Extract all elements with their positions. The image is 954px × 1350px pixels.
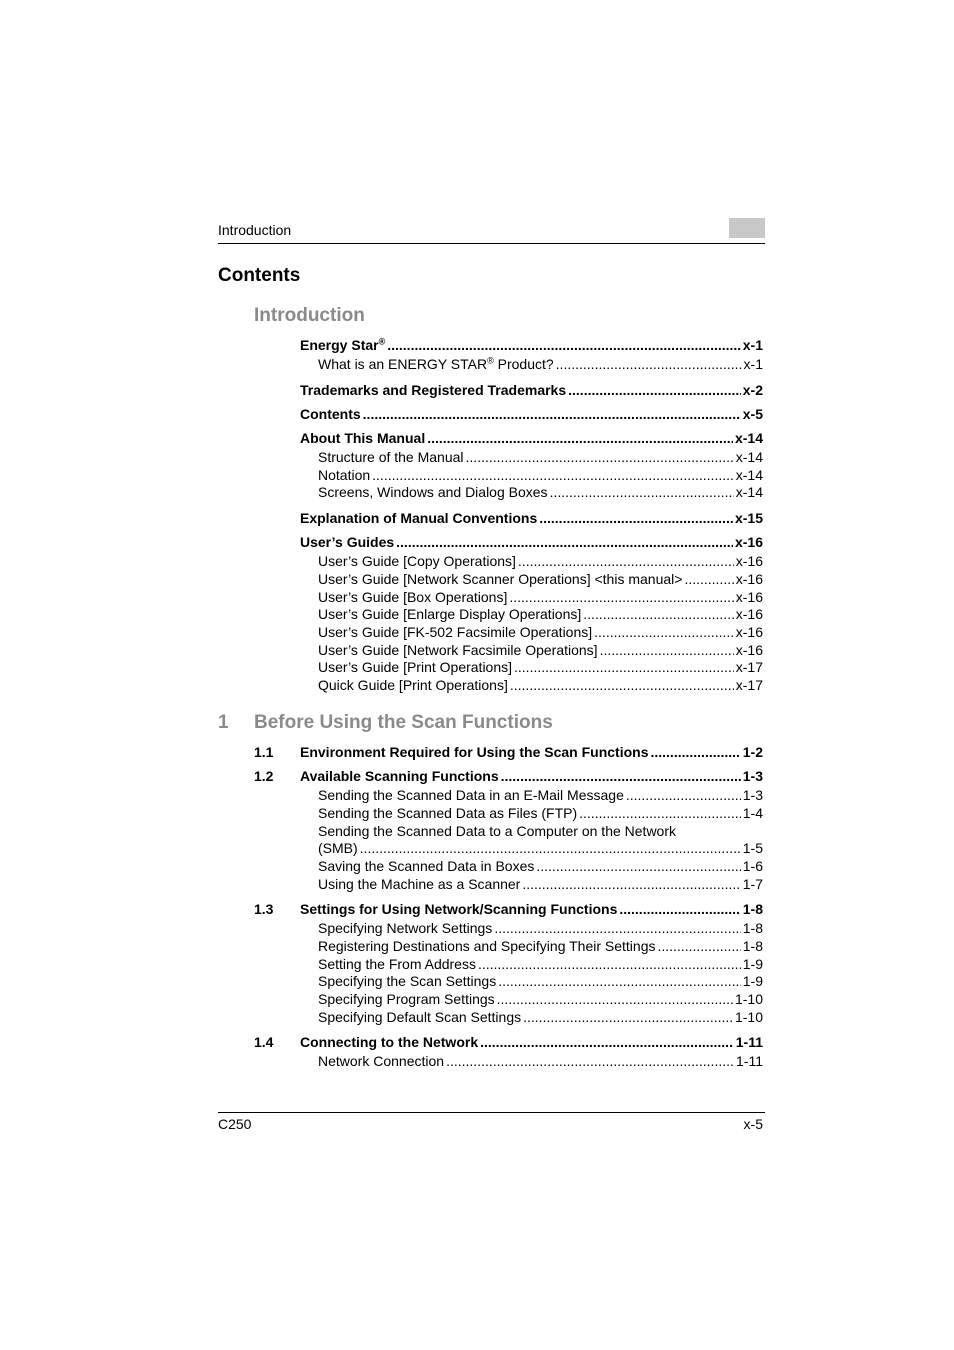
toc-entry-contents[interactable]: Contents ..... x-5 [300,406,763,422]
toc-entry-energy-star[interactable]: Energy Star® ..... x-1 [300,337,763,353]
toc-entry-1-3[interactable]: Settings for Using Network/Scanning Functions ..... 1-8 [300,901,763,917]
toc-entry-guide-network-scanner[interactable]: User’s Guide [Network Scanner Operations] <this manual> ..... x-16 [318,571,763,587]
toc-entry-guide-print[interactable]: User’s Guide [Print Operations] ..... x-17 [318,659,763,675]
page-footer [218,1112,765,1132]
header-tab-marker [729,218,765,238]
toc-entry-guide-network-fax[interactable]: User’s Guide [Network Facsimile Operations] ..... x-16 [318,642,763,658]
toc-entry-guide-copy[interactable]: User’s Guide [Copy Operations] ..... x-16 [318,553,763,569]
toc-entry-destinations[interactable]: Registering Destinations and Specifying Their Settings ..... 1-8 [318,938,763,954]
page-header [218,218,765,244]
toc-entry-smb[interactable]: (SMB) ..... 1-5 [318,840,763,856]
toc-entry-guide-box[interactable]: User’s Guide [Box Operations] ..... x-16 [318,589,763,605]
footer-model: C250 [218,1116,252,1132]
toc-entry-smb-line1[interactable]: Sending the Scanned Data to a Computer on the Network [318,823,676,839]
toc-entry-scanner[interactable]: Using the Machine as a Scanner ..... 1-7 [318,876,763,892]
toc-entry-from-address[interactable]: Setting the From Address ..... 1-9 [318,956,763,972]
toc-entry-ftp[interactable]: Sending the Scanned Data as Files (FTP) ..... 1-4 [318,805,763,821]
toc-entry-guide-fk502[interactable]: User’s Guide [FK-502 Facsimile Operations] ..... x-16 [318,624,763,640]
toc-entry-notation[interactable]: Notation ..... x-14 [318,467,763,483]
toc-entry-boxes[interactable]: Saving the Scanned Data in Boxes ..... 1-6 [318,858,763,874]
section-number: 1.2 [254,768,274,784]
chapter-title: Before Using the Scan Functions [254,712,553,733]
footer-page-number: x-5 [743,1116,763,1132]
toc-entry-trademarks[interactable]: Trademarks and Registered Trademarks ..... x-2 [300,382,763,398]
toc-entry-users-guides[interactable]: User’s Guides ..... x-16 [300,534,763,550]
toc-entry-quick-guide-print[interactable]: Quick Guide [Print Operations] ..... x-17 [318,677,763,693]
toc-entry-program-settings[interactable]: Specifying Program Settings ..... 1-10 [318,991,763,1007]
section-number: 1.4 [254,1034,274,1050]
toc-entry-network-connection[interactable]: Network Connection ..... 1-11 [318,1053,763,1069]
toc-entry-default-scan[interactable]: Specifying Default Scan Settings ..... 1-10 [318,1009,763,1025]
toc-entry-1-2[interactable]: Available Scanning Functions ..... 1-3 [300,768,763,784]
toc-entry-scan-settings[interactable]: Specifying the Scan Settings ..... 1-9 [318,973,763,989]
section-number: 1.1 [254,744,274,760]
toc-entry-email[interactable]: Sending the Scanned Data in an E-Mail Message ..... 1-3 [318,787,763,803]
toc-entry-structure[interactable]: Structure of the Manual ..... x-14 [318,449,763,465]
intro-section-title: Introduction [254,305,365,326]
header-title: Introduction [218,222,292,238]
toc-entry-what-is-energy-star[interactable]: What is an ENERGY STAR® Product? ..... x-1 [318,356,763,372]
toc-entry-1-1[interactable]: Environment Required for Using the Scan Functions ..... 1-2 [300,744,763,760]
toc-entry-screens[interactable]: Screens, Windows and Dialog Boxes ..... x-14 [318,484,763,500]
toc-entry-about-manual[interactable]: About This Manual ..... x-14 [300,430,763,446]
toc-entry-network-settings[interactable]: Specifying Network Settings ..... 1-8 [318,920,763,936]
toc-entry-guide-enlarge[interactable]: User’s Guide [Enlarge Display Operations] ..... x-16 [318,606,763,622]
chapter-number: 1 [218,712,229,733]
section-number: 1.3 [254,901,274,917]
toc-entry-conventions[interactable]: Explanation of Manual Conventions ..... x-15 [300,510,763,526]
toc-entry-1-4[interactable]: Connecting to the Network ..... 1-11 [300,1034,763,1050]
page-title: Contents [218,265,301,286]
